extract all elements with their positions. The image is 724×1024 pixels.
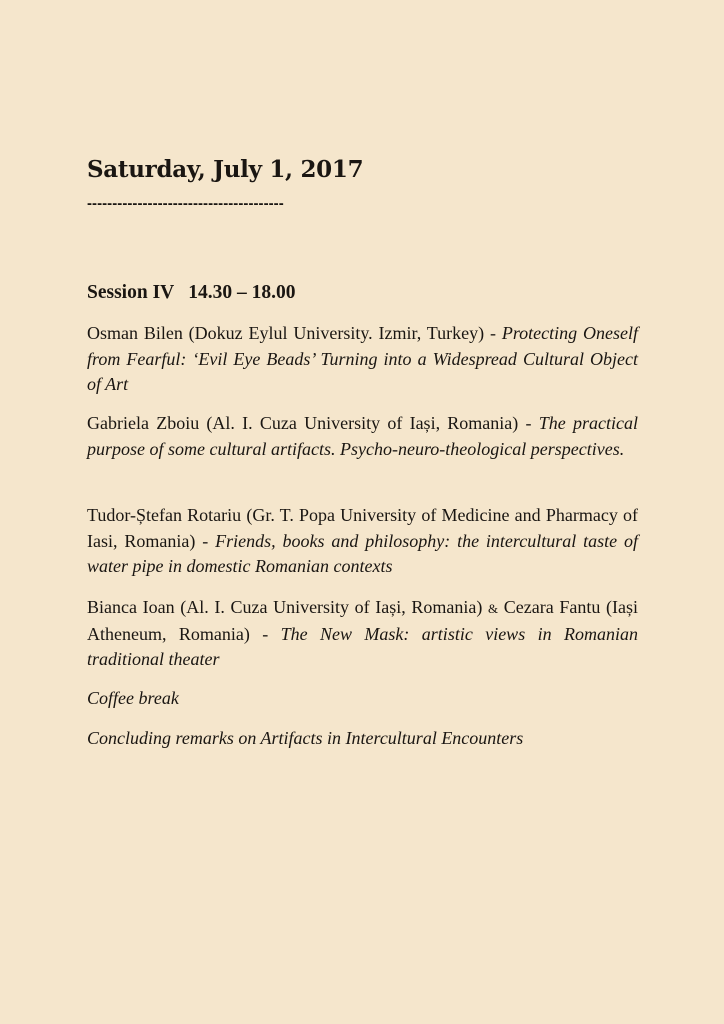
- speaker-affiliation-2: Cezara Fantu (Iași Atheneum, Romania) -: [87, 597, 638, 644]
- presentation-entry: [87, 503, 638, 580]
- speaker-affiliation: Osman Bilen (Dokuz Eylul University. Izmir, Turkey) -: [87, 323, 502, 343]
- presentation-title: The practical purpose of some cultural artifacts. Psycho-neuro-theological perspectives.: [87, 413, 638, 459]
- speaker-affiliation: Tudor-Ștefan Rotariu (Gr. T. Popa University of Medicine and Pharmacy of Iasi, Romania) -: [87, 505, 638, 551]
- session-time: 14.30 – 18.00: [188, 282, 296, 303]
- ampersand: &: [488, 601, 499, 616]
- session-name: Session IV: [87, 282, 175, 303]
- presentation-title: Friends, books and philosophy: the intercultural taste of water pipe in domestic Romanian contexts: [87, 530, 638, 576]
- presentation-entry: [87, 411, 638, 462]
- coffee-break: Coffee break: [87, 688, 179, 708]
- session-heading: [87, 282, 296, 304]
- presentation-entry: [87, 595, 638, 673]
- speaker-affiliation: Bianca Ioan (Al. I. Cuza University of Iași, Romania): [87, 597, 489, 617]
- concluding-remarks: Concluding remarks on Artifacts in Intercultural Encounters: [87, 728, 524, 748]
- dashed-divider: ---------------------------------------: [87, 195, 284, 212]
- presentation-title: Protecting Oneself from Fearful: ‘Evil Eye Beads’ Turning into a Widespread Cultural Object of Art: [87, 323, 638, 394]
- presentation-entry: [87, 321, 638, 398]
- day-title: Saturday, July 1, 2017: [87, 156, 364, 183]
- presentation-title: The New Mask: artistic views in Romanian traditional theater: [87, 623, 638, 669]
- speaker-affiliation: Gabriela Zboiu (Al. I. Cuza University of Iași, Romania) -: [87, 413, 539, 433]
